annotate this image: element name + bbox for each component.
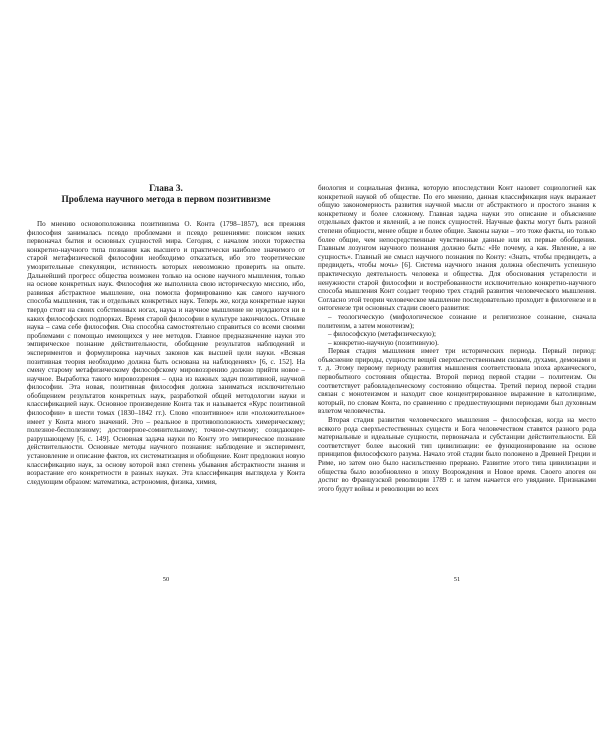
- chapter-label: Глава 3.: [149, 184, 183, 194]
- paragraph: – конкретно-научную (позитивную).: [328, 338, 439, 347]
- right-page: [318, 184, 596, 493]
- paragraph: – теологическую (мифологическое сознание и религиозное сознание, сначала политеизм, а затем монотеизм);: [318, 312, 596, 330]
- paragraph: По мнению основоположника позитивизма О. Конта (1798–1857), вся прежняя философия занималась псевдо проблемами и псевдо решениями: поиском неких первоначал бытия и основных сущностей мира. Сегодня, с началом эпохи торжества конкретно-научного типа познания как высшего и практически наиболее значимого от старой метафизической философии необходимо отказаться, ибо это теоретические умозрительные спекуляции, истинность которых невозможно проверить на опыте. Дальнейший прогресс общества возможен только на основе научного мышления, только на основе конкретных наук. Философия же выполнила свою историческую миссию, ибо, развивая абстрактное мышление, она помогла формированию как самого научного способа мышления, так и отдельных конкретных наук. Теперь же, когда конкретные науки твердо стоят на своих собственных ногах, наука и научное мышление не нуждаются ни в каких философских подпорках. Время старой философии в культуре закончилось. Отныне наука – сама себе философия. Она способна самостоятельно справиться со всеми своими проблемами с помощью имеющихся у нее методов. Главное предназначение науки это эмпирическое познание действительности, обобщение результатов наблюдений и экспериментов и формулировка научных законов как высшей цели науки. «Всякая позитивная теория необходимо должна быть основана на наблюдениях» [6, с. 152]. На смену старому метафизическому философскому мировоззрению должно прийти новое – научное. Выработка такого мировоззрения – одна из важных задач позитивной, научной философии. Эта новая, позитивная философия должна заниматься исключительно обобщением результатов конкретных наук, разработкой общей методологии науки и классификацией наук. Основное произведение Конта так и называется «Курс позитивной философии» в шести томах (1830–1842 гг.). Слово «позитивное» или «положительное» имеет у Конта много значений. Это – реальное в противоположность химерическому; полезное-бесполезному; достоверное-сомнительному; точное-смутному; созидающее-разрушающему [6, с. 149]. Основная задача науки по Конту это эмпирическое познание действительности. Основные методы научного познания: наблюдение и эксперимент, установление и описание фактов, их систематизация и обобщение. Конт предложил новую классификацию наук, за основу которой взял степень убывания абстрактности знания и возрастание его конкретности в разных науках. Эта классификация выглядела у Конта следующим образом: математика, астрономия, физика, химия,: [27, 220, 305, 486]
- chapter-heading: [27, 184, 305, 206]
- chapter-subtitle: Проблема научного метода в первом позитивизме: [61, 195, 271, 205]
- page-number-left: 50: [162, 576, 170, 583]
- paragraph: – философскую (метафизическую);: [328, 330, 436, 339]
- page-number-right: 51: [453, 576, 461, 583]
- paragraph: биология и социальная физика, которую впоследствии Конт назовет социологией как конкретной наукой об обществе. По его мнению, данная классификация наук выражает общую закономерность развития научной мысли от абстрактного и простого знания к конкретному и более сложному. Главная задача науки это описание и объяснение отдельных фактов и явлений, а не поиск сущностей. Научные факты могут быть разной степени общности, менее общие и более общие. Законы науки – это тоже факты, но только более общие, чем непосредственные чувственные данные или их первые обобщения. Главным лозунгом научного познания должно быть: «Не почему, а как. Явление, а не сущность». Главный же смысл научного познания по Конту: «Знать, чтобы предвидеть, а предвидеть, чтобы мочь» [6]. Система научного знания должна обеспечить успешную практическую деятельность человека и общества. Для обоснования устарелости и ненужности старой философии и востребованности исключительно конкретно-научного способа мышления Конт создает теорию трех стадий развития человеческого мышления. Согласно этой теории человеческое мышление последовательно проходит в филогенезе и в онтогенезе три основных стадии своего развития:: [318, 184, 596, 313]
- paragraph: Вторая стадия развития человеческого мышления – философская, когда на место всякого рода сверхъестественных существ и Бога человечеством ставятся разного рода материальные и идеальные сущности, первоначала и субстанции действительности. Ей соответствует более высокий тип цивилизации: ее функционирование на основе принципов философского разума. Начало этой стадии было положено в Древней Греции и Риме, но затем оно было насильственно прервано. Развитие этого типа цивилизации и общества было возобновлено в эпоху Возрождения и Новое время. Своего апогея он достиг во Французской революции 1789 г. и затем начается его увядание. Признаками этого будут войны и революции во всех: [318, 416, 596, 493]
- paragraph: Первая стадия мышления имеет три исторических периода. Первый период: объяснение природы, сущности вещей сверхъестественными силами, духами, демонами и т. д. Этому первому периоду развития мышления соответствовала эпоха архаического, первобытного состояния общества. Второй период первой стадии – политеизм. Он соответствует рабовладельческому состоянию общества. Третий период первой стадии связан с монотеизмом и находит свое концентрированное выражение в католицизме, который, по словам Конта, по сравнению с предшествующими периодами был духовным взлетом человечества.: [318, 347, 596, 416]
- left-page: [27, 184, 305, 486]
